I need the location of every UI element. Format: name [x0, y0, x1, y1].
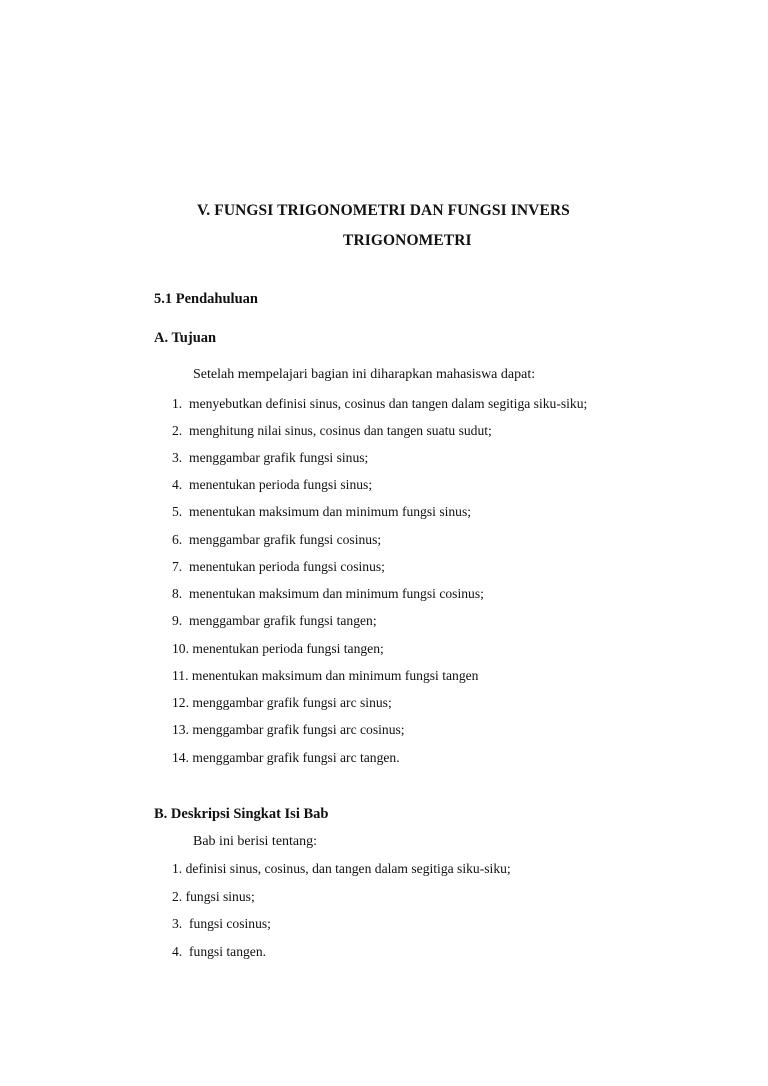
list-item-number: 4. [172, 944, 183, 959]
list-item-text: fungsi tangen. [189, 944, 267, 959]
list-item-text: menentukan perioda fungsi sinus; [189, 477, 373, 492]
list-item [172, 889, 255, 905]
list-item-number: 12. [172, 695, 189, 710]
list-item-number: 4. [172, 477, 183, 492]
list-item [172, 641, 384, 657]
list-item [172, 944, 266, 960]
deskripsi-intro: Bab ini berisi tentang: [193, 834, 318, 849]
list-item-text: menentukan perioda fungsi tangen; [192, 641, 384, 656]
list-item-number: 2. [172, 889, 183, 904]
section-heading-deskripsi: B. Deskripsi Singkat Isi Bab [154, 806, 329, 822]
list-item [172, 586, 484, 602]
list-item-text: menggambar grafik fungsi arc tangen. [192, 750, 400, 765]
list-item-number: 8. [172, 586, 183, 601]
list-item-number: 2. [172, 423, 183, 438]
list-item [172, 532, 381, 548]
chapter-title-line-2: TRIGONOMETRI [343, 232, 472, 249]
list-item [172, 423, 492, 439]
list-item-number: 7. [172, 559, 183, 574]
list-item-text: menentukan maksimum dan minimum fungsi sinus; [189, 504, 472, 519]
list-item [172, 559, 385, 575]
list-item-text: menyebutkan definisi sinus, cosinus dan tangen dalam segitiga siku-siku; [189, 396, 588, 411]
list-item-text: menggambar grafik fungsi arc cosinus; [192, 722, 405, 737]
list-item [172, 613, 377, 629]
list-item-text: menggambar grafik fungsi arc sinus; [192, 695, 392, 710]
list-item-text: menentukan maksimum dan minimum fungsi cosinus; [189, 586, 484, 601]
section-heading-pendahuluan: 5.1 Pendahuluan [154, 291, 258, 307]
list-item-text: menggambar grafik fungsi cosinus; [189, 532, 382, 547]
list-item [172, 861, 511, 877]
list-item [172, 916, 271, 932]
list-item-text: menggambar grafik fungsi sinus; [189, 450, 369, 465]
section-heading-tujuan: A. Tujuan [154, 330, 217, 346]
list-item-number: 14. [172, 750, 189, 765]
list-item [172, 668, 478, 684]
list-item-number: 10. [172, 641, 189, 656]
list-item-text: menghitung nilai sinus, cosinus dan tangen suatu sudut; [189, 423, 492, 438]
list-item-text: fungsi cosinus; [189, 916, 271, 931]
list-item-number: 5. [172, 504, 183, 519]
list-item-number: 3. [172, 916, 183, 931]
list-item-text: definisi sinus, cosinus, dan tangen dalam segitiga siku-siku; [185, 861, 511, 876]
list-item-text: fungsi sinus; [185, 889, 255, 904]
list-item [172, 695, 392, 711]
list-item [172, 477, 372, 493]
list-item-text: menggambar grafik fungsi tangen; [189, 613, 377, 628]
list-item [172, 504, 471, 520]
list-item [172, 396, 587, 412]
list-item-number: 6. [172, 532, 183, 547]
list-item-number: 1. [172, 396, 183, 411]
list-item [172, 450, 368, 466]
chapter-title-line-1: V. FUNGSI TRIGONOMETRI DAN FUNGSI INVERS [197, 202, 570, 219]
list-item-text: menentukan maksimum dan minimum fungsi tangen [191, 668, 479, 683]
list-item [172, 750, 400, 766]
tujuan-intro: Setelah mempelajari bagian ini diharapkan mahasiswa dapat: [193, 367, 536, 382]
list-item [172, 722, 405, 738]
list-item-number: 9. [172, 613, 183, 628]
list-item-number: 1. [172, 861, 183, 876]
list-item-number: 3. [172, 450, 183, 465]
list-item-number: 13. [172, 722, 189, 737]
list-item-number: 11. [172, 668, 189, 683]
list-item-text: menentukan perioda fungsi cosinus; [189, 559, 385, 574]
